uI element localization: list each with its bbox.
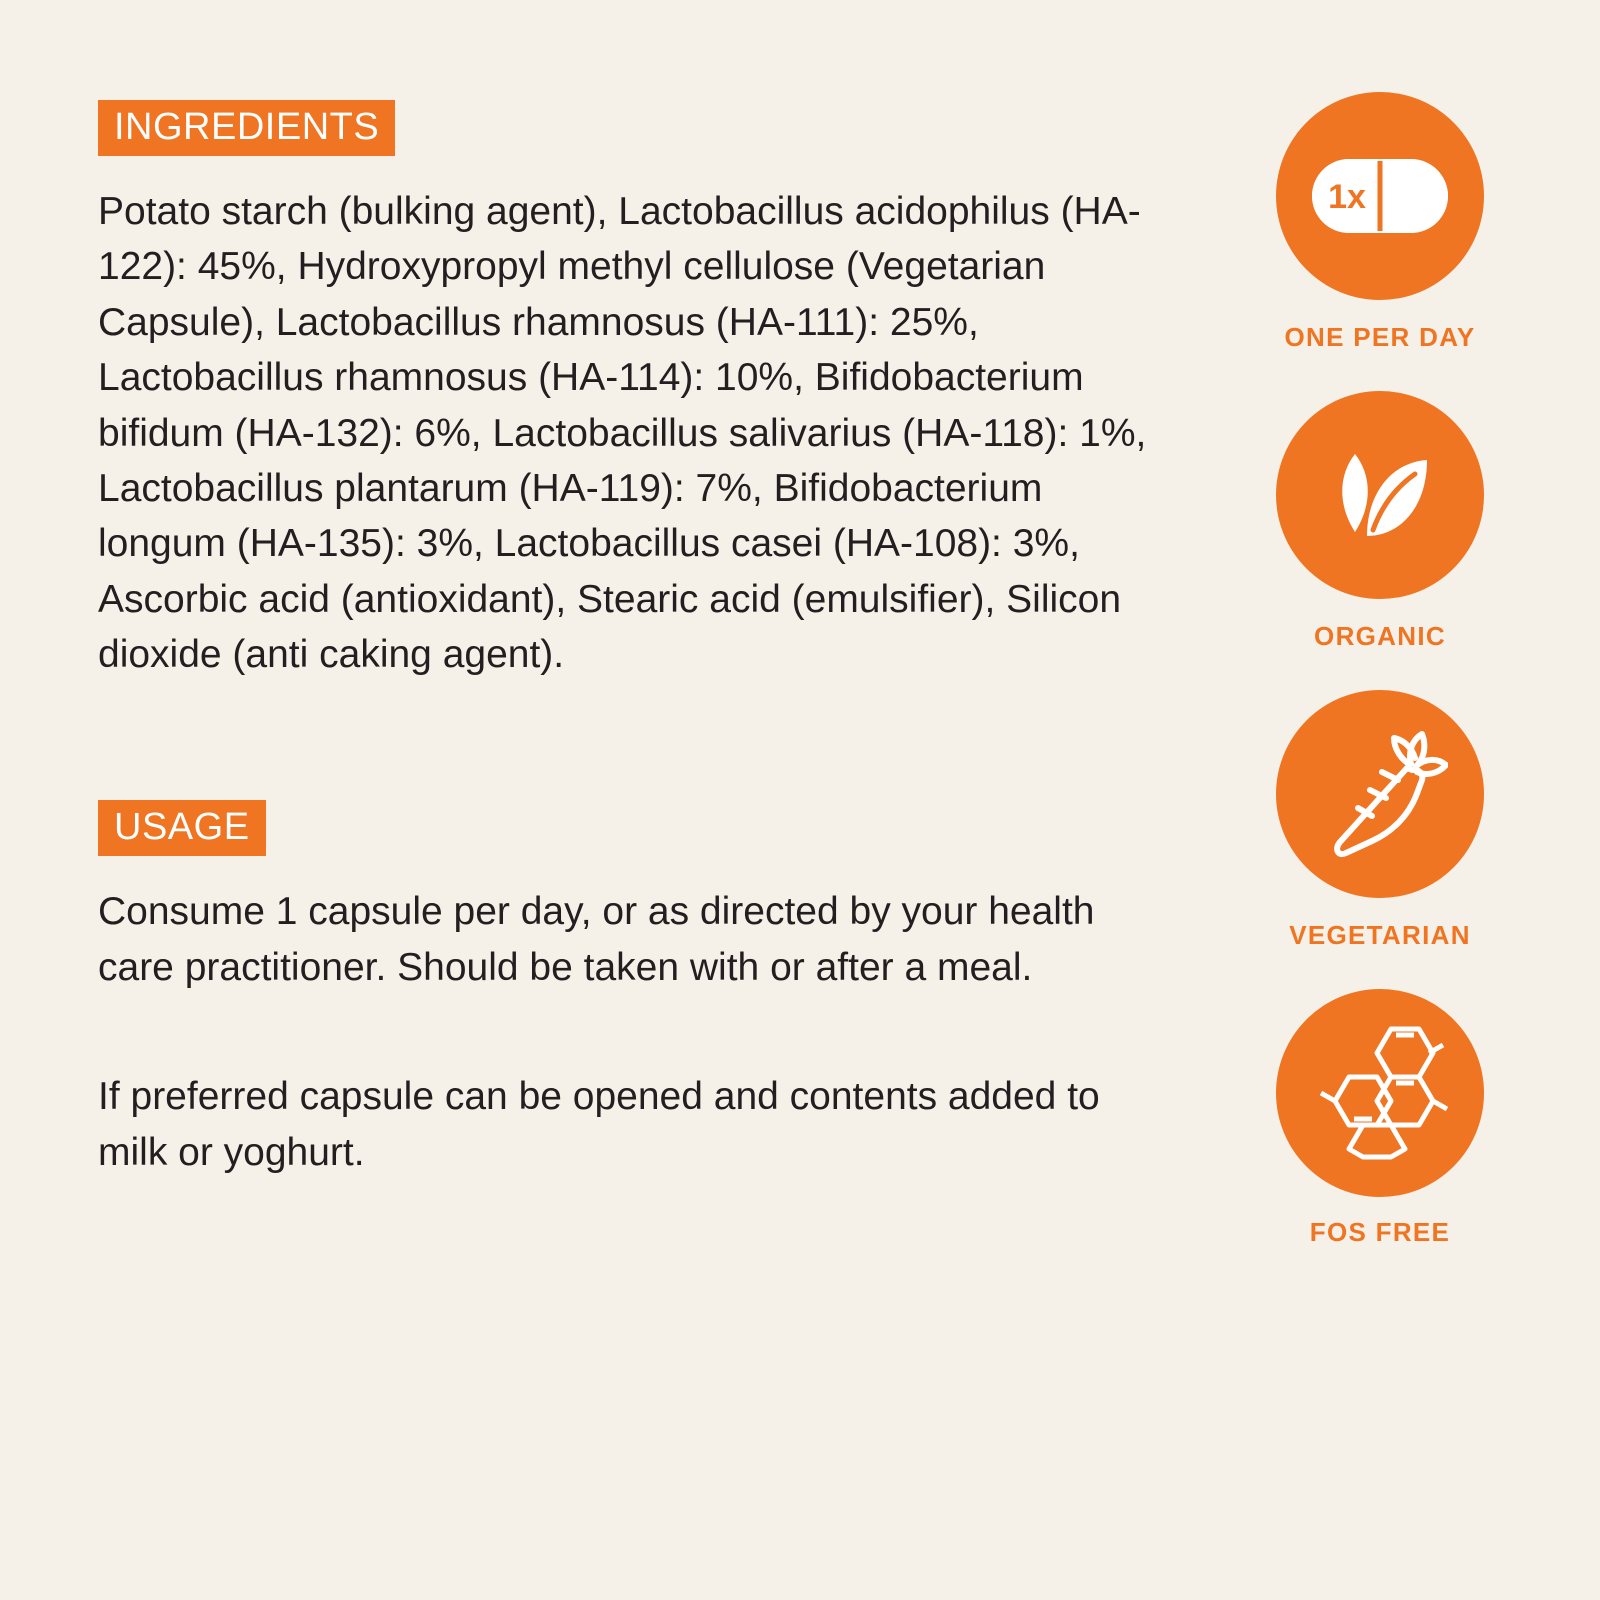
badge-one-per-day (1276, 92, 1484, 353)
badge-circle (1276, 92, 1484, 300)
usage-section (98, 800, 1160, 1180)
badge-label-one-per-day: ONE PER DAY (1284, 322, 1476, 352)
usage-text-secondary: If preferred capsule can be opened and contents added to milk or yoghurt. (98, 1075, 1100, 1174)
usage-heading: USAGE (98, 800, 266, 856)
section-spacer (98, 682, 1160, 800)
badge-label-fos-free: FOS FREE (1309, 1217, 1451, 1247)
ingredients-text: Potato starch (bulking agent), Lactobacillus acidophilus (HA-122): 45%, Hydroxypropyl methyl cellulose (Vegetarian Capsule), Lactobacillus rhamnosus (HA-111): 25%, Lactobacillus rhamnosus (HA-114): 10%, Bifidobacterium bifidum (HA-132): 6%, Lactobacillus salivarius (HA-118): 1%, Lactobacillus plantarum (HA-119): 7%, Bifidobacterium longum (HA-135): 3%, Lactobacillus casei (HA-108): 3%, Ascorbic acid (antioxidant), Stearic acid (emulsifier), Silicon dioxide (anti caking agent). (98, 190, 1147, 676)
capsule-icon (1310, 157, 1450, 235)
badge-label-vegetarian: VEGETARIAN (1289, 920, 1471, 950)
badge-circle (1276, 989, 1484, 1197)
badge-label-organic: ORGANIC (1314, 621, 1446, 651)
badge-circle (1276, 391, 1484, 599)
paragraph-spacer (98, 995, 1160, 1041)
molecule-icon (1305, 1023, 1455, 1163)
badge-circle (1276, 690, 1484, 898)
ingredients-section (98, 100, 1160, 682)
badge-fos-free (1276, 989, 1484, 1248)
badges-column (1160, 0, 1600, 1600)
ingredients-heading: INGREDIENTS (98, 100, 395, 156)
capsule-dose-text: 1x (1328, 178, 1366, 216)
carrot-icon (1312, 724, 1448, 864)
badge-organic (1276, 391, 1484, 652)
leaves-icon (1315, 440, 1445, 550)
badge-vegetarian (1276, 690, 1484, 951)
usage-text-primary: Consume 1 capsule per day, or as directed by your health care practitioner. Should be taken with or after a meal. (98, 890, 1095, 989)
